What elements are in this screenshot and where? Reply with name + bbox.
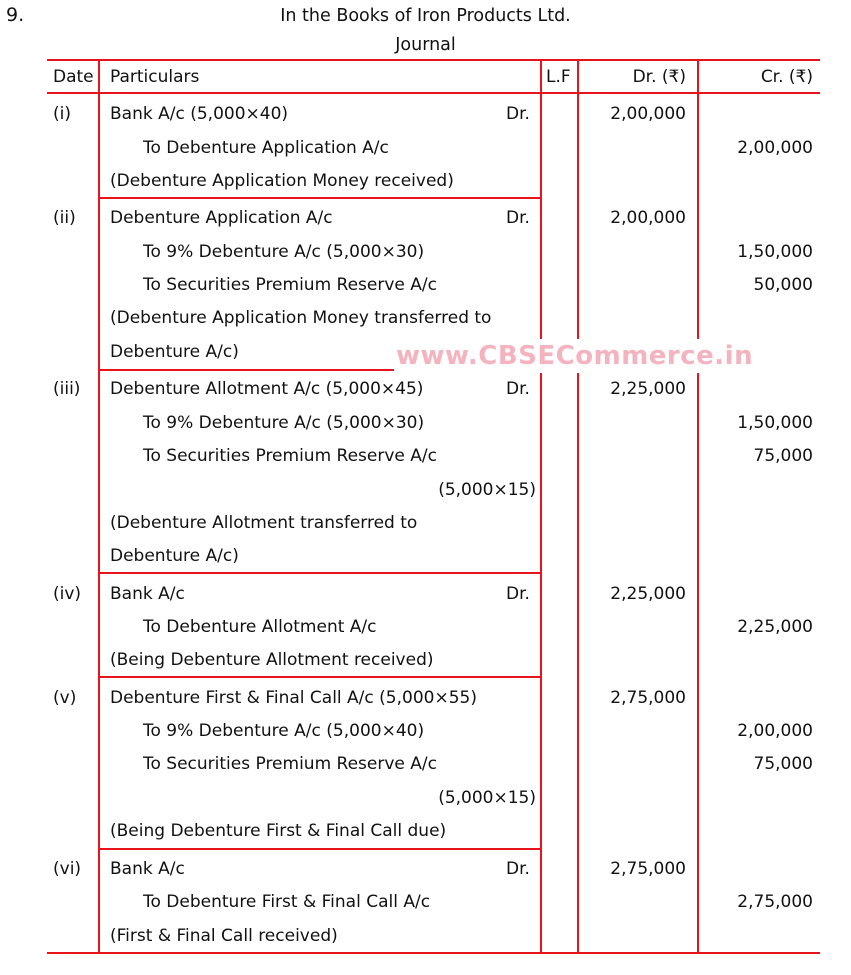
site-watermark: www.CBSECommerce.in [396,341,754,371]
credit-account: To 9% Debenture A/c (5,000×30) [143,413,425,433]
table-bottom-rule [47,952,820,954]
dr-mark: Dr. [506,208,530,228]
header-cr: Cr. (₹) [760,67,813,87]
narration: Debenture A/c) [110,546,239,566]
narration: (Debenture Application Money received) [110,171,454,191]
header-particulars: Particulars [110,67,200,87]
credit-amount: 2,75,000 [737,892,813,912]
entry-date: (iii) [53,379,81,399]
entry-date: (v) [53,688,77,708]
journal-heading: Journal [395,35,456,55]
debit-account: Bank A/c (5,000×40) [110,104,289,124]
header-bottom-rule [47,92,820,94]
lf-right-rule [577,59,579,954]
entry-date: (vi) [53,859,82,879]
debit-account: Bank A/c [110,859,185,879]
dr-right-rule [697,59,699,954]
debit-amount: 2,75,000 [610,859,686,879]
credit-account: To Debenture Allotment A/c [143,617,377,637]
header-lf: L.F [546,67,571,87]
credit-account: To Securities Premium Reserve A/c [143,275,437,295]
date-column-rule [98,59,100,954]
narration: (First & Final Call received) [110,926,338,946]
credit-account: To Securities Premium Reserve A/c [143,446,437,466]
entry-separator [98,676,542,678]
credit-amount: 2,00,000 [737,138,813,158]
credit-account: To 9% Debenture A/c (5,000×40) [143,721,425,741]
credit-amount: 75,000 [753,446,813,466]
credit-account: To Debenture First & Final Call A/c [143,892,431,912]
entry-date: (iv) [53,584,82,604]
question-number: 9. [6,4,25,26]
credit-amount: 2,00,000 [737,721,813,741]
calculation-note: (5,000×15) [438,480,536,500]
dr-mark: Dr. [506,379,530,399]
dr-mark: Dr. [506,859,530,879]
narration: (Being Debenture Allotment received) [110,650,434,670]
debit-account: Debenture First & Final Call A/c (5,000×55) [110,688,477,708]
debit-amount: 2,00,000 [610,104,686,124]
debit-amount: 2,25,000 [610,584,686,604]
dr-mark: Dr. [506,584,530,604]
entry-date: (i) [53,104,71,124]
credit-amount: 2,25,000 [737,617,813,637]
header-date: Date [53,67,94,87]
dr-mark: Dr. [506,104,530,124]
debit-amount: 2,25,000 [610,379,686,399]
entry-separator [98,848,542,850]
table-top-rule [47,59,820,61]
credit-amount: 75,000 [753,754,813,774]
entry-date: (ii) [53,208,76,228]
narration: (Debenture Application Money transferred to [110,308,492,328]
header-dr: Dr. (₹) [632,67,686,87]
entry-separator [98,572,542,574]
narration: (Debenture Allotment transferred to [110,513,418,533]
credit-amount: 1,50,000 [737,413,813,433]
debit-account: Bank A/c [110,584,185,604]
entry-separator [98,197,542,199]
debit-account: Debenture Application A/c [110,208,333,228]
debit-amount: 2,75,000 [610,688,686,708]
debit-amount: 2,00,000 [610,208,686,228]
debit-account: Debenture Allotment A/c (5,000×45) [110,379,424,399]
credit-amount: 50,000 [753,275,813,295]
credit-account: To 9% Debenture A/c (5,000×30) [143,242,425,262]
lf-left-rule [540,59,542,954]
calculation-note: (5,000×15) [438,788,536,808]
narration: (Being Debenture First & Final Call due) [110,821,447,841]
credit-account: To Debenture Application A/c [143,138,389,158]
credit-account: To Securities Premium Reserve A/c [143,754,437,774]
credit-amount: 1,50,000 [737,242,813,262]
document-title: In the Books of Iron Products Ltd. [280,6,571,26]
narration: Debenture A/c) [110,342,239,362]
